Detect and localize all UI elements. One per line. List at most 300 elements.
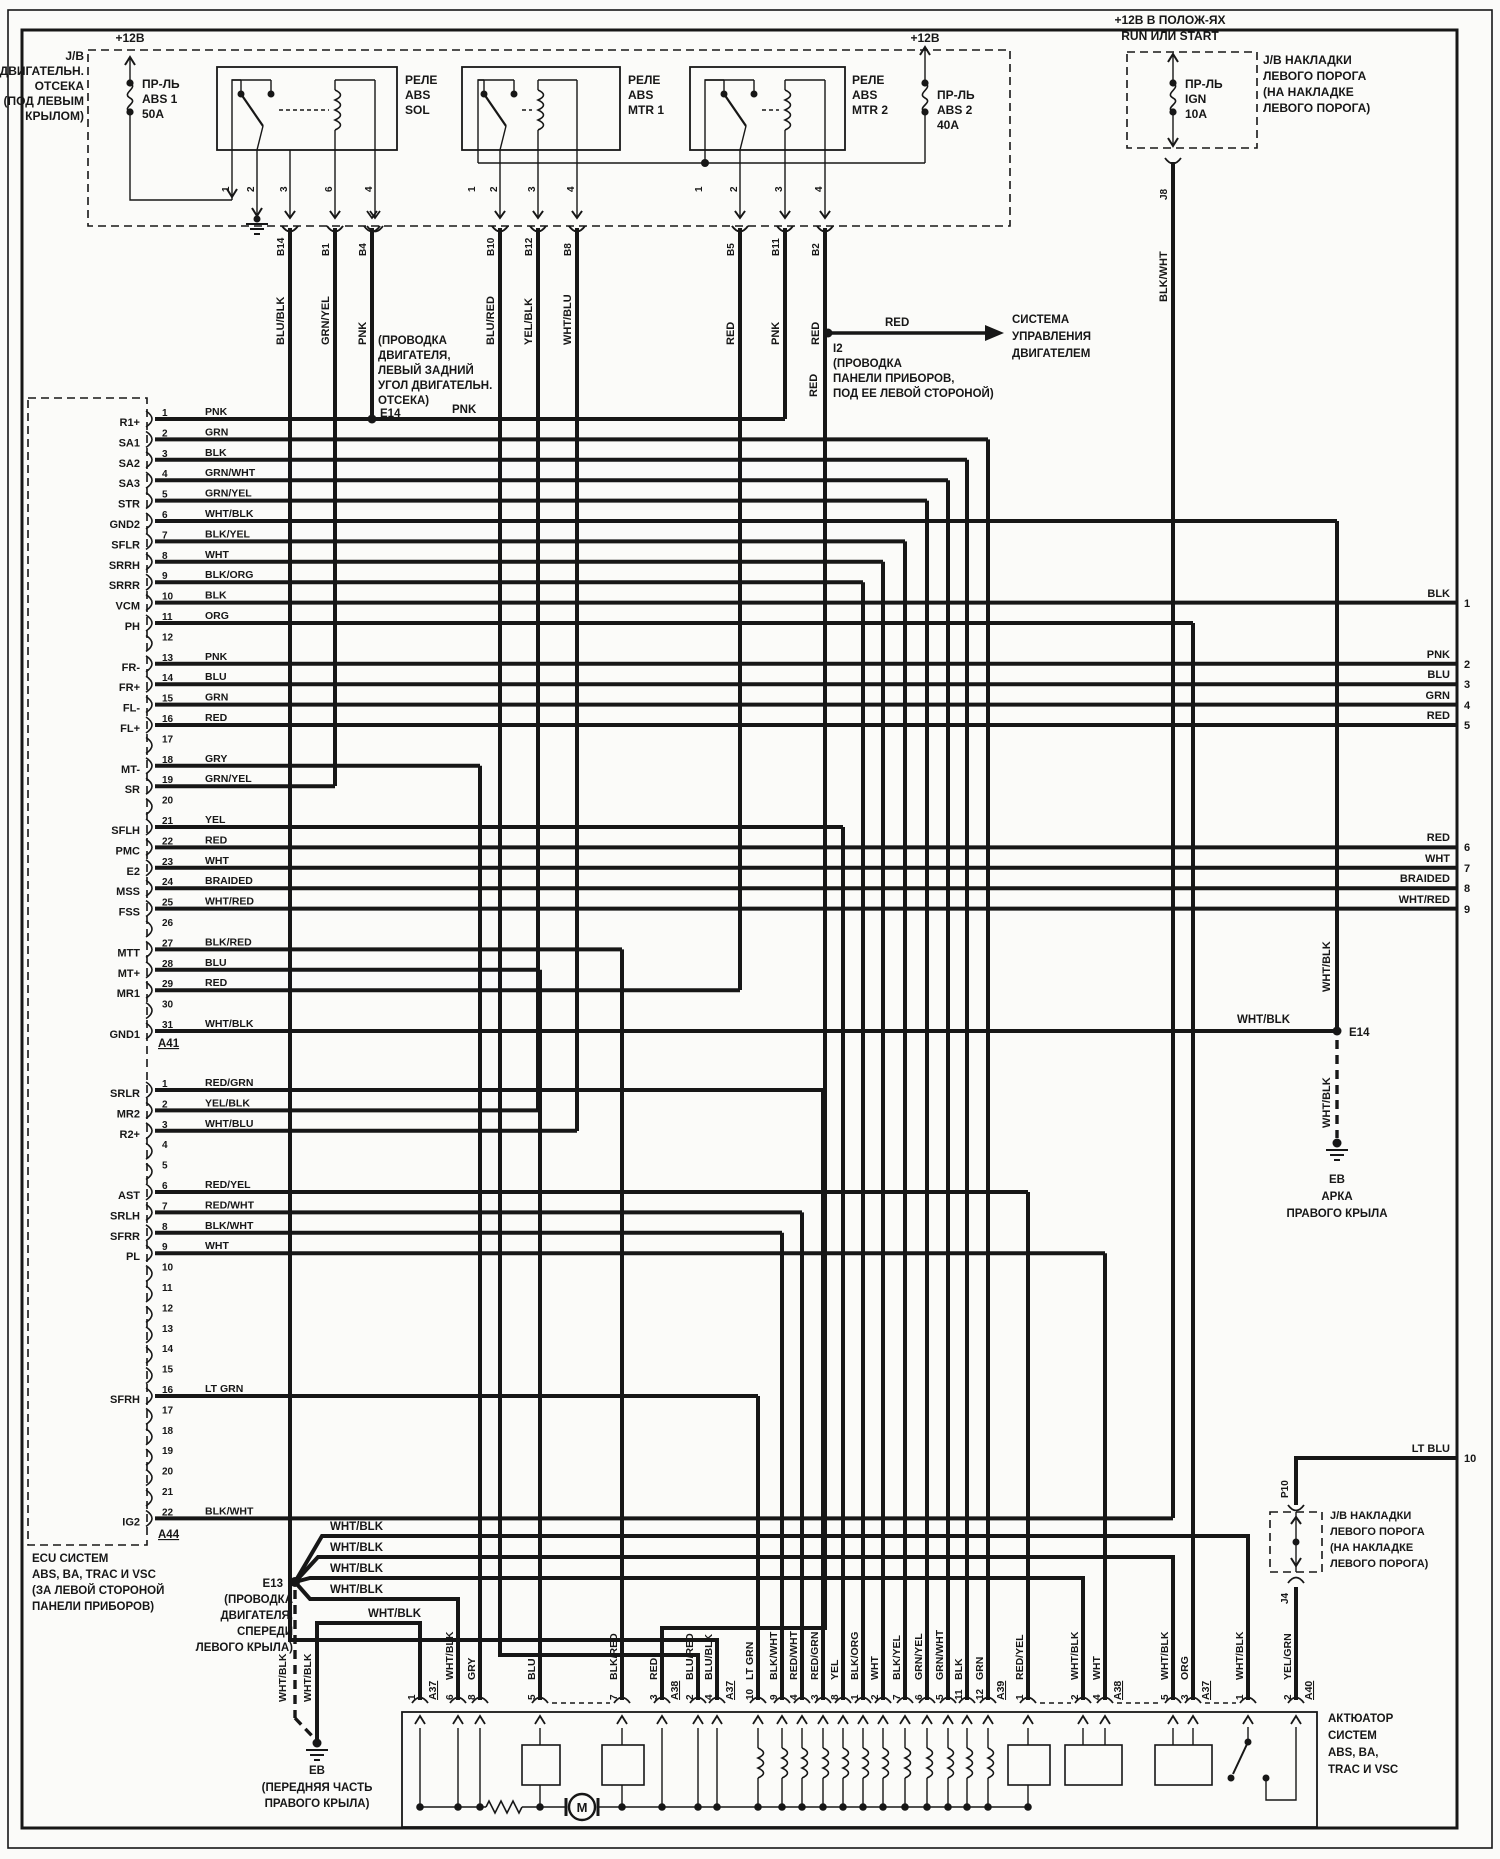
relay-internal — [740, 126, 746, 150]
svg-text:ABS 1: ABS 1 — [142, 92, 178, 106]
relay-coil-icon — [785, 90, 791, 130]
edge-wire-color: BLU — [1427, 669, 1450, 681]
ecu-wire-color: BLU — [205, 956, 227, 969]
arrow-up-icon — [1023, 1716, 1033, 1724]
trunk-wire-color: RED — [810, 321, 822, 345]
ecu-pin-name: VCM — [115, 600, 140, 613]
whtblk-dash-label: WHT/BLK — [1321, 1077, 1333, 1128]
ecu-pin-name: MT- — [121, 763, 140, 776]
relay-coil-icon — [335, 90, 341, 130]
ecu-pin-number: 23 — [162, 856, 174, 868]
relay-internal — [478, 80, 484, 150]
actuator-connector-tag: A38 — [1112, 1680, 1124, 1700]
ecu-wire-color: WHT — [205, 854, 229, 867]
edge-wire-color: LT BLU — [1411, 1443, 1450, 1455]
edge-wire-color: WHT/RED — [1398, 894, 1450, 906]
ecu-pin-name: MTT — [117, 947, 140, 960]
ecu-pin-name: R2+ — [119, 1128, 140, 1141]
ecu-pin-number: 7 — [162, 530, 168, 542]
svg-text:ЛЕВОГО ПОРОГА): ЛЕВОГО ПОРОГА) — [1263, 101, 1371, 115]
actuator-label: АКТЮАТОР — [1328, 1713, 1394, 1725]
actuator-pin-number: 5 — [1160, 1694, 1171, 1700]
ecu-pin-name: SA3 — [118, 478, 140, 491]
ecu-pin-number: 31 — [162, 1020, 174, 1031]
relay-pin-number: 2 — [489, 186, 500, 192]
trunk-connector-id: B14 — [276, 237, 287, 256]
actuator-component-box — [522, 1745, 560, 1785]
ecu-pin-name: PMC — [115, 845, 140, 858]
relay-pin-number: 2 — [246, 186, 257, 192]
ecu-pin-number: 15 — [162, 693, 174, 705]
ecu-pin-name: FR+ — [118, 682, 140, 695]
actuator-pin-number: 11 — [954, 1689, 965, 1700]
svg-text:(ПОД ЛЕВЫМ: (ПОД ЛЕВЫМ — [3, 94, 84, 108]
ecu-pin-number: 16 — [162, 714, 174, 725]
actuator-wire-color: WHT/BLK — [1069, 1631, 1081, 1680]
svg-text:ABS 2: ABS 2 — [937, 103, 973, 117]
ecu-pin-name: SFRR — [110, 1230, 140, 1243]
arrow-up-icon — [922, 1716, 932, 1724]
solenoid-coil-icon — [948, 1748, 954, 1778]
ecu-pin-number: 27 — [162, 938, 174, 950]
ecu-wire-color: RED/YEL — [205, 1179, 251, 1191]
trunk-wire-color: BLU/RED — [485, 296, 497, 345]
fuse-abs1-label: ПР-ЛЬ — [142, 77, 180, 91]
actuator-wire-color: BLK/ORG — [849, 1631, 861, 1680]
ecu-label: ECU СИСТЕМ — [32, 1553, 109, 1565]
svg-text:ЛЕВОГО КРЫЛА): ЛЕВОГО КРЫЛА) — [195, 1642, 293, 1654]
ecu-pin-number: 10 — [162, 1262, 174, 1274]
ecu-pin-name: AST — [118, 1190, 140, 1202]
arrow-up-icon — [415, 1716, 425, 1724]
trunk-connector-id: B12 — [524, 237, 535, 256]
e13-dot — [290, 1577, 300, 1587]
engine-system-arrowhead — [985, 325, 1004, 341]
actuator-wire-color: WHT/BLK — [1234, 1631, 1246, 1680]
solenoid-coil-icon — [927, 1748, 933, 1778]
relay-switch-arm — [241, 94, 263, 126]
relay-name: РЕЛЕ — [405, 73, 438, 87]
svg-text:ПОД ЕЕ ЛЕВОЙ СТОРОНОЙ): ПОД ЕЕ ЛЕВОЙ СТОРОНОЙ) — [833, 388, 994, 400]
arrow-up-icon — [777, 1716, 787, 1724]
relay-internal — [705, 80, 724, 150]
ecu-pin-number: 22 — [162, 1507, 174, 1519]
arrow-up-icon — [475, 1716, 485, 1724]
actuator-wire-color: BLK/WHT — [768, 1631, 780, 1680]
arrow-up-icon — [858, 1716, 868, 1724]
ecu-pin-number: 28 — [162, 958, 174, 970]
whtblk-gnd1-label: WHT/BLK — [1236, 1014, 1290, 1026]
svg-text:ABS, BA, TRAC И VSC: ABS, BA, TRAC И VSC — [32, 1569, 156, 1581]
actuator-component-box — [1065, 1745, 1122, 1785]
relay-coil-icon — [538, 90, 544, 130]
ecu-pin-number: 7 — [162, 1201, 168, 1213]
arrow-up-icon — [657, 1716, 667, 1724]
ecu-wire-color: GRN — [205, 426, 229, 439]
ecu-pin-number: 26 — [162, 918, 174, 929]
ecu-wire-color: GRY — [205, 752, 228, 765]
i2-id: I2 — [833, 343, 843, 355]
ecu-wire-color: YEL/BLK — [205, 1097, 250, 1110]
actuator-pin-number: 4 — [1092, 1694, 1103, 1700]
j4-connector-id: J4 — [1280, 1592, 1291, 1604]
jb-sill-bottom-label: J/B НАКЛАДКИ — [1330, 1510, 1412, 1522]
actuator-wire-color: BLU — [526, 1658, 538, 1680]
actuator-wire-color: RED — [648, 1657, 660, 1680]
edge-output-number: 8 — [1464, 883, 1471, 895]
arrow-up-icon — [900, 1716, 910, 1724]
actuator-pin-number: 1 — [1235, 1694, 1246, 1700]
actuator-wire-color: BLK — [953, 1658, 965, 1680]
actuator-wire-color: BLU/RED — [684, 1633, 696, 1680]
actuator-component-box — [602, 1745, 644, 1785]
ecu-wire-color: RED — [205, 834, 228, 847]
trunk-wire-color: PNK — [357, 321, 369, 345]
relay-pin-number: 4 — [364, 186, 375, 192]
svg-text:(НА НАКЛАДКЕ: (НА НАКЛАДКЕ — [1330, 1542, 1414, 1554]
svg-text:УПРАВЛЕНИЯ: УПРАВЛЕНИЯ — [1012, 331, 1091, 343]
ecu-pin-number: 12 — [162, 1303, 174, 1315]
actuator-pin-number: 3 — [649, 1694, 660, 1700]
svg-text:40A: 40A — [937, 118, 960, 132]
ecu-pin-number: 4 — [162, 1140, 168, 1152]
motor-letter: M — [576, 1800, 588, 1815]
ecu-pin-number: 9 — [162, 1242, 168, 1254]
relay-pin-number: 3 — [774, 186, 785, 192]
svg-text:ДВИГАТЕЛЯ,: ДВИГАТЕЛЯ, — [378, 350, 451, 362]
ecu-pin-name: MT+ — [117, 967, 140, 980]
arrow-up-icon — [753, 1716, 763, 1724]
ecu-pin-number: 5 — [162, 489, 168, 501]
actuator-pin-number: 5 — [527, 1694, 538, 1700]
actuator-pin-number: 2 — [1283, 1694, 1294, 1700]
relay-name: SOL — [405, 103, 430, 117]
eb-arch-label: EB — [1329, 1174, 1345, 1186]
actuator-component-box — [1155, 1745, 1212, 1785]
ecu-wire-color: ORG — [205, 610, 229, 622]
ecu-pin-name: STR — [118, 498, 140, 511]
edge-output-number: 2 — [1464, 659, 1471, 671]
ecu-wire-color: WHT/RED — [205, 895, 254, 908]
ecu-pin-name: MR2 — [116, 1108, 140, 1121]
svg-text:АРКА: АРКА — [1321, 1191, 1353, 1203]
svg-text:TRAC И VSC: TRAC И VSC — [1328, 1764, 1399, 1776]
arrow-up-icon — [1188, 1716, 1198, 1724]
ecu-wire-color: RED/WHT — [205, 1199, 254, 1212]
svg-text:RUN ИЛИ START: RUN ИЛИ START — [1121, 29, 1219, 43]
ecu-wire-color: WHT — [205, 1240, 229, 1253]
ecu-pin-number: 10 — [162, 591, 174, 603]
eb-arch-dot — [1333, 1139, 1342, 1148]
solenoid-coil-icon — [758, 1748, 764, 1778]
ecu-wire-color: BLK/ORG — [205, 569, 254, 582]
actuator-pin-number: 1 — [850, 1694, 861, 1700]
svg-text:ПАНЕЛИ ПРИБОРОВ): ПАНЕЛИ ПРИБОРОВ) — [32, 1601, 155, 1613]
ecu-pin-number: 18 — [162, 754, 174, 766]
solenoid-coil-icon — [967, 1748, 973, 1778]
ecu-wire-color: BLK/WHT — [205, 1219, 254, 1232]
red-label: RED — [885, 317, 910, 329]
ecu-pin-name: SA2 — [118, 457, 140, 470]
relay-pin-number: 1 — [694, 186, 705, 192]
outer-frame — [8, 10, 1492, 1848]
svg-text:ABS, BA,: ABS, BA, — [1328, 1747, 1379, 1759]
ecu-pin-name: IG2 — [122, 1516, 140, 1529]
trunk-wire-color: WHT/BLU — [562, 294, 574, 345]
relay-pin-number: 1 — [467, 186, 478, 192]
arrow-up-icon — [693, 1716, 703, 1724]
edge-wire-color: PNK — [1426, 649, 1450, 661]
trunk-connector-id: J8 — [1159, 188, 1170, 200]
ecu-pin-number: 13 — [162, 652, 174, 664]
actuator-pin-number: 4 — [704, 1694, 715, 1700]
svg-text:ЛЕВЫЙ ЗАДНИЙ: ЛЕВЫЙ ЗАДНИЙ — [378, 365, 474, 377]
ecu-pin-number: 22 — [162, 836, 174, 848]
actuator-connector-tag: A40 — [1303, 1680, 1315, 1700]
actuator-pin-number: 8 — [830, 1694, 841, 1700]
whtblk-vert-label: WHT/BLK — [1321, 941, 1333, 992]
actuator-pin-number: 2 — [870, 1694, 881, 1700]
svg-text:(НА НАКЛАДКЕ: (НА НАКЛАДКЕ — [1263, 85, 1354, 99]
solenoid-coil-icon — [988, 1748, 994, 1778]
actuator-wire-color: GRY — [466, 1657, 478, 1680]
relay-name: ABS — [628, 88, 654, 102]
edge-output-number: 4 — [1464, 700, 1471, 712]
actuator-pin-number: 12 — [975, 1688, 986, 1700]
actuator-pin-number: 6 — [914, 1694, 925, 1700]
ecu-pin-name: SFRH — [110, 1394, 140, 1406]
edge-output-number: 6 — [1464, 842, 1471, 854]
trunk-wire-color: BLU/BLK — [275, 296, 287, 345]
ecu-wire-color: BRAIDED — [205, 875, 253, 888]
relay-name: РЕЛЕ — [628, 73, 661, 87]
actuator-wire-color: YEL — [829, 1659, 841, 1680]
actuator-wire-color: ORG — [1179, 1656, 1191, 1680]
ecu-pin-number: 9 — [162, 571, 168, 583]
ecu-pin-number: 25 — [162, 897, 174, 909]
i2-note: (ПРОВОДКА — [833, 358, 902, 370]
ecu-pin-number: 21 — [162, 816, 174, 827]
trunk-wire-color: YEL/BLK — [523, 297, 535, 345]
actuator-pin-number: 3 — [810, 1694, 821, 1700]
ecu-connector-tag: A41 — [158, 1038, 180, 1050]
arrow-up-icon — [878, 1716, 888, 1724]
arrow-up-icon — [1078, 1716, 1088, 1724]
actuator-connector-tag: A37 — [1200, 1680, 1212, 1700]
arrow-up-icon — [453, 1716, 463, 1724]
ecu-pin-name: PL — [125, 1251, 140, 1264]
ecu-pin-number: 4 — [162, 469, 168, 481]
arrow-up-icon — [712, 1716, 722, 1724]
ecu-pin-name: SFLH — [111, 825, 140, 837]
ecu-pin-number: 14 — [162, 1344, 174, 1356]
jb-engine-label: J/B — [65, 49, 84, 63]
ecu-pin-number: 8 — [162, 1221, 168, 1233]
trunk-wire-color: BLK/WHT — [1158, 251, 1170, 302]
ecu-pin-number: 19 — [162, 775, 174, 787]
whtblk-e13-4: WHT/BLK — [330, 1584, 384, 1596]
trunk-connector-id: B1 — [321, 243, 332, 256]
ecu-pin-number: 17 — [162, 1405, 174, 1417]
relay-switch-arm — [484, 94, 506, 126]
ecu-pin-number: 18 — [162, 1425, 174, 1437]
arrow-up-icon — [1291, 1716, 1301, 1724]
svg-text:IGN: IGN — [1185, 92, 1207, 106]
ecu-wire-color: RED/GRN — [205, 1077, 254, 1089]
ground-icon — [1326, 1150, 1348, 1160]
svg-text:ПРАВОГО КРЫЛА): ПРАВОГО КРЫЛА) — [264, 1798, 370, 1810]
actuator-wire-color: GRN — [974, 1656, 986, 1680]
ecu-pin-name: GND1 — [109, 1029, 140, 1041]
relay-pin-number: 1 — [221, 186, 232, 192]
relay-internal — [232, 80, 241, 150]
relay-pin-number: 6 — [324, 186, 335, 192]
ecu-wire-color: BLK — [205, 446, 227, 459]
actuator-pin-number: 6 — [445, 1694, 456, 1700]
trunk-connector-id: B4 — [358, 243, 369, 256]
edge-output-number: 1 — [1464, 598, 1471, 610]
actuator-pin-number: 8 — [467, 1694, 478, 1700]
ecu-pin-name: FR- — [121, 661, 140, 674]
solenoid-coil-icon — [883, 1748, 889, 1778]
ecu-pin-number: 11 — [162, 612, 173, 623]
ecu-wire-color: GRN/YEL — [205, 487, 252, 500]
e14-top-note: (ПРОВОДКА — [378, 335, 447, 347]
ground-icon — [306, 1750, 328, 1760]
ecu-wire-color: PNK — [205, 406, 228, 418]
resistor-icon — [486, 1801, 522, 1813]
whtblk-e13-2: WHT/BLK — [330, 1542, 384, 1554]
plus12-abs1: +12B — [115, 31, 145, 45]
ecu-pin-number: 6 — [162, 1181, 168, 1192]
wire-blu-blk-b14 — [290, 228, 717, 1700]
relay-pin-number: 4 — [566, 186, 577, 192]
edge-wire-color: RED — [1426, 832, 1450, 844]
ecu-wire-color: BLK/RED — [205, 936, 252, 949]
actuator-connector-tag: A39 — [995, 1680, 1007, 1700]
ecu-wire-color: BLK — [205, 589, 227, 602]
arrow-up-icon — [943, 1716, 953, 1724]
bus-dot — [701, 159, 709, 167]
pnk-label: PNK — [452, 404, 477, 416]
actuator-wire-color: LT GRN — [744, 1641, 756, 1680]
arrow-up-icon — [1100, 1716, 1110, 1724]
ecu-pin-number: 24 — [162, 877, 174, 889]
jb-bottom-dot — [1293, 1539, 1300, 1546]
ecu-pin-name: SR — [124, 784, 140, 797]
actuator-wire-color: WHT — [1091, 1656, 1103, 1680]
svg-text:СПЕРЕДИ: СПЕРЕДИ — [236, 1626, 293, 1638]
svg-text:СИСТЕМ: СИСТЕМ — [1328, 1730, 1377, 1742]
svg-text:ДВИГАТЕЛЕМ: ДВИГАТЕЛЕМ — [1012, 348, 1091, 360]
arrow-up-icon — [1168, 1716, 1178, 1724]
eb-front-label: EB — [309, 1765, 325, 1777]
e13-note: (ПРОВОДКА — [224, 1594, 293, 1606]
ecu-pin-number: 2 — [162, 1099, 168, 1111]
ecu-pin-name: GND2 — [109, 519, 140, 531]
actuator-wire-color: BLK/RED — [608, 1633, 620, 1680]
actuator-wire-color: RED/WHT — [788, 1631, 800, 1680]
engine-system-label: СИСТЕМА — [1012, 314, 1070, 326]
ecu-wire-color: WHT/BLK — [205, 508, 254, 520]
edge-output-number: 5 — [1464, 720, 1471, 732]
actuator-switch — [1228, 1727, 1297, 1800]
arrow-up-icon — [962, 1716, 972, 1724]
edge-wire-color: BRAIDED — [1399, 873, 1450, 885]
relay-switch-arm — [724, 94, 746, 126]
ecu-pin-name: SA1 — [118, 437, 140, 450]
svg-text:50A: 50A — [142, 107, 165, 121]
eb-front-dot — [313, 1739, 322, 1748]
solenoid-coil-icon — [802, 1748, 808, 1778]
edge-output-number: 7 — [1464, 863, 1471, 875]
edge-output-number: 3 — [1464, 679, 1471, 691]
actuator-wire-color: RED/GRN — [809, 1631, 821, 1680]
relay-name: ABS — [852, 88, 878, 102]
svg-text:ДВИГАТЕЛЯ,: ДВИГАТЕЛЯ, — [220, 1610, 293, 1622]
edge-output-number: 10 — [1464, 1453, 1477, 1465]
actuator-pin-number: 3 — [1180, 1694, 1191, 1700]
ecu-wire-color: WHT/BLK — [205, 1018, 254, 1030]
whtblk-e13-1: WHT/BLK — [330, 1521, 384, 1533]
relay-name: MTR 2 — [852, 103, 888, 117]
wire-lt-blu — [1296, 1458, 1457, 1505]
relay-pin-number: 3 — [279, 186, 290, 192]
svg-text:УГОЛ ДВИГАТЕЛЬН.: УГОЛ ДВИГАТЕЛЬН. — [378, 380, 493, 392]
ecu-wire-color: GRN/YEL — [205, 773, 252, 786]
svg-text:ПРАВОГО КРЫЛА: ПРАВОГО КРЫЛА — [1286, 1208, 1388, 1220]
trunk-wire-color: PNK — [770, 321, 782, 345]
actuator-component-box — [1008, 1745, 1050, 1785]
svg-text:ЛЕВОГО ПОРОГА): ЛЕВОГО ПОРОГА) — [1330, 1558, 1429, 1570]
ecu-pin-number: 29 — [162, 979, 174, 991]
svg-text:ОТСЕКА): ОТСЕКА) — [378, 395, 430, 407]
whtblk-feed: WHT/BLK — [368, 1608, 422, 1620]
svg-text:ЛЕВОГО ПОРОГА: ЛЕВОГО ПОРОГА — [1330, 1526, 1425, 1538]
wire-blu-red-b10 — [500, 228, 698, 1700]
actuator-wire-color: GRN/WHT — [934, 1629, 946, 1680]
actuator-pin-number: 4 — [789, 1694, 800, 1700]
ecu-pin-name: SFLR — [111, 539, 140, 552]
edge-wire-color: WHT — [1424, 853, 1450, 865]
e13-id: E13 — [262, 1578, 283, 1590]
solenoid-coil-icon — [863, 1748, 869, 1778]
ecu-pin-name: PH — [124, 621, 140, 633]
ecu-pin-number: 15 — [162, 1364, 174, 1376]
actuator-pin-number: 9 — [769, 1694, 780, 1700]
relay-pin-number: 3 — [527, 186, 538, 192]
ecu-pin-number: 2 — [162, 428, 168, 440]
ecu-pin-number: 30 — [162, 999, 174, 1011]
ecu-wire-color: BLK/WHT — [205, 1505, 254, 1518]
arrow-up-icon — [535, 1716, 545, 1724]
svg-text:ЛЕВОГО ПОРОГА: ЛЕВОГО ПОРОГА — [1263, 69, 1367, 83]
actuator-pin-number: 1 — [407, 1694, 418, 1700]
arrow-up-icon — [797, 1716, 807, 1724]
ecu-pin-name: FSS — [118, 906, 140, 919]
ecu-pin-name: R1+ — [119, 417, 140, 429]
relay-name: MTR 1 — [628, 103, 664, 117]
ecu-pin-number: 20 — [162, 1466, 174, 1478]
actuator-wire-color: YEL/GRN — [1282, 1633, 1294, 1680]
run-start-label: +12В В ПОЛОЖ-ЯХ — [1114, 13, 1226, 27]
solenoid-coil-icon — [782, 1748, 788, 1778]
ecu-pin-number: 21 — [162, 1487, 174, 1498]
ecu-pin-number: 3 — [162, 448, 168, 460]
i2-junction-dot — [824, 329, 833, 338]
relay-pin-number: 4 — [814, 186, 825, 192]
actuator-wire-color: RED/YEL — [1014, 1634, 1026, 1680]
